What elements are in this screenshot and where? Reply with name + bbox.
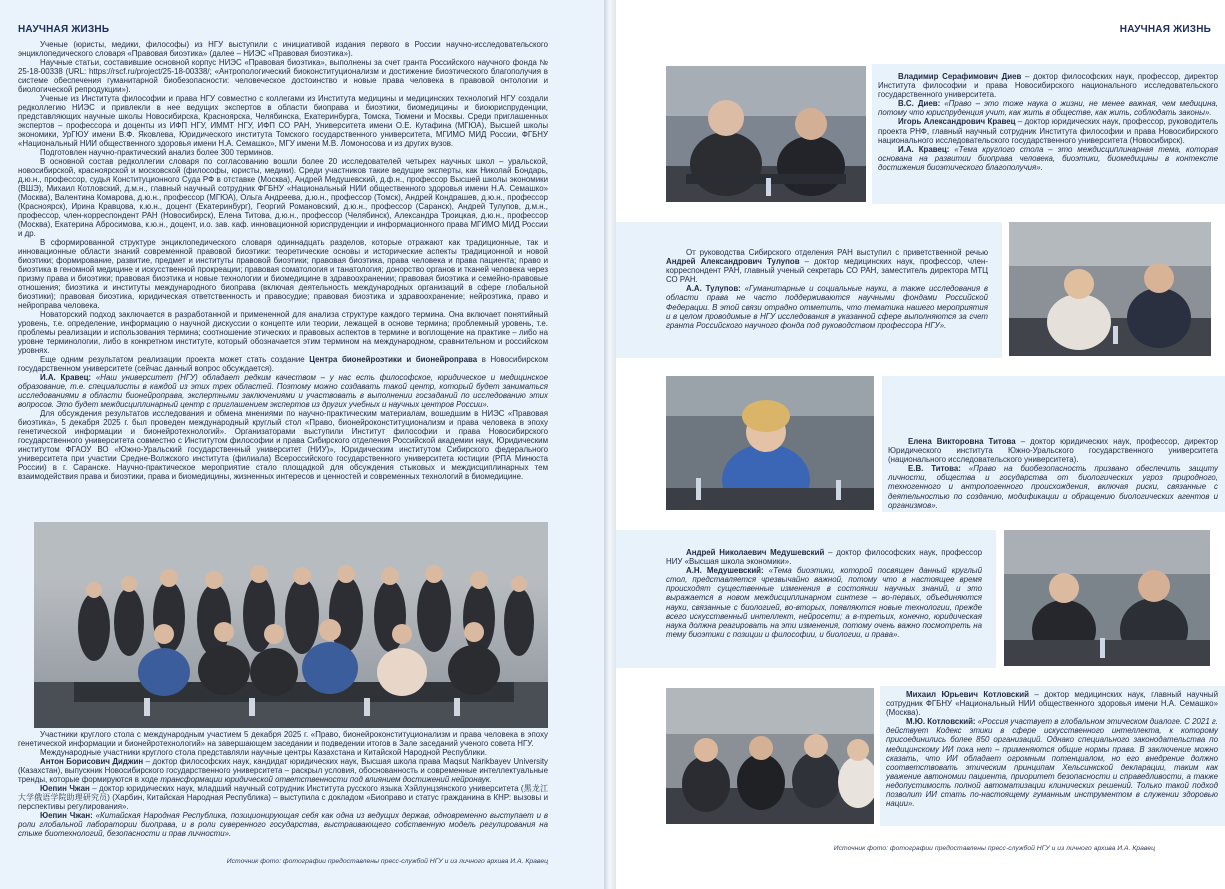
medushevsky-paragraph: Андрей Николаевич Медушевский – доктор философских наук, профессор НИУ «Высшая школа экономики». xyxy=(666,548,982,567)
intl-participants: Международные участники круглого стола представляли научные центры Казахстана и Китайской Народной Республики. xyxy=(40,748,487,757)
tulupov-quote: А.А. Тулупов: «Гуманитарные и социальные науки, а также исследования в области права не часто поддерживаются научными фондами Российской Федерации. В этой связи отрадно отметить, что тематика нашего мероприятия и в целом проводимые в НГУ исследования в указанной сфере выполняются за счет гранта Российского научного фонда под руководством профессора НГУ». xyxy=(666,284,989,330)
kravets-paragraph: Игорь Александрович Кравец – доктор юридических наук, профессор, руководитель проекта РНФ, главный научный сотрудник Института философии и права Новосибирского национального исследовательского государственного университета (Новосибирск). xyxy=(878,117,1218,145)
diev-kravets-photo xyxy=(666,66,866,202)
titova-photo-image xyxy=(666,376,874,510)
medushevsky-photo xyxy=(1004,530,1210,666)
titova-quote: Е.В. Титова: «Право на биобезопасность призвано обеспечить защиту личности, общества и государства от биологических угроз природного, техногенного и антропогенного происхождения, включая риски, связанные с деятельностью по созданию, модификации и обращению биологических агентов и организмов». xyxy=(888,464,1218,510)
tulupov-text xyxy=(666,248,988,330)
paragraph: Ученые (юристы, медики, философы) из НГУ выступили с инициативой издания первого в России научно-исследовательского энциклопедического словаря «Правовая биоэтика» (далее – НИЭС «Правовая биоэтика»). xyxy=(18,40,548,58)
diev-kravets-photo-image xyxy=(666,66,866,202)
kotlovsky-paragraph: Михаил Юрьевич Котловский – доктор медицинских наук, главный научный сотрудник ФГБНУ «Национальный НИИ общественного здоровья имени Н.А. Семашко» (Москва). xyxy=(886,690,1218,718)
diev-kravets-text xyxy=(878,72,1218,172)
kotlovsky-text xyxy=(886,690,1218,808)
titova-paragraph: Елена Викторовна Титова – доктор юридических наук, профессор, директор Юридического института Южно-Уральского государственного университета (национального исследовательского университета). xyxy=(888,437,1218,465)
left-lower-text xyxy=(18,730,548,838)
medushevsky-text xyxy=(666,548,982,639)
paragraph-center: Еще одним результатом реализации проекта может стать создание Центра бионейроэтики и бионейроправа в Новосибирском государственном университете (сейчас данный вопрос обсуждается). xyxy=(18,355,549,373)
paragraph: Научные статьи, составившие основной корпус НИЭС «Правовая биоэтика», выполнены за счет гранта Российского научного фонда № 25-18-00338 (URL: https://rscf.ru/project/25-18-00338/; «Антропологический биоконституционализм и достижение биоэтического благополучия в системе обеспечения гуманитарной биобезопасности: человеческое достоинство и новые права человека в правовой онтологии и биологической репродукции»). xyxy=(18,58,548,94)
zhan-quote-paragraph: Юепин Чжан: «Китайская Народная Республика, позиционирующая себя как одна из ведущих держав, одновременно выступает и в роли глобальной лаборатории биоправа, и в роли суверенного государства, выстраивающего собственную модель регулирования на стыке биотехнологий, безопасности и прав личности». xyxy=(18,811,548,838)
paragraph: Подготовлен научно-практический анализ более 300 терминов. xyxy=(40,148,274,157)
titova-photo xyxy=(666,376,874,510)
paragraph: В основной состав редколлегии словаря по согласованию вошли более 20 исследователей четырех научных школ – уральской, новосибирской, красноярской и московской (философы, юристы, медики). Среди участников такие ведущие эксперты, как Николай Бондарь, д.ю.н., профессор, судья Конституционного Суда РФ в отставке (Москва), Андрей Медушевский, д.ф.н., профессор Высшей школы экономики (ВШЭ), Михаил Котловский, д.м.н., главный научный сотрудник ФГБНУ «Национальный НИИ общественного здоровья имени Н.А. Семашко» (Москва), Валентина Комарова, д.ю.н., профессор (МГЮА), Ольга Андреева, д.ю.н., профессор (Томск), Андрей Кондрашев, д.ю.н., профессор (Красноярск), Ирина Кравцова, к.ю.н., доцент (Екатеринбург), Георгий Романовский, д.ю.н., профессор (Саранск), Андрей Тулупов, д.м.н., профессор, член-корреспондент РАН (Новосибирск), Елена Титова, д.ю.н., профессор (Челябинск), Александра Троицкая, д.ю.н., профессор (Москва), Екатерина Абросимова, к.ю.н., доцент, и.о. зав. каф. инновационной юриспруденции и информационного права МГИМО МИД России и др. xyxy=(18,157,548,238)
group-photo-image xyxy=(34,522,548,728)
zhan-paragraph: Юепин Чжан – доктор юридических наук, младший научный сотрудник Института русского языка Хэйлунцзянского университета (黑龙江大学俄语学院助理研究员) (Харбин, Китайская Народная Республика) – выступила с докладом «Биоправо и статус гражданина в КНР: вызовы и перспективы регулирования». xyxy=(18,784,548,811)
paragraph: Ученые из Института философии и права НГУ совместно с коллегами из Института медицины и медицинских технологий НГУ создали редколлегию НИЭС и привлекли в нее ведущих экспертов в области биоправа и биоэтики, биомедицины и биоюриспруденции, представляющих научные школы Новосибирска, Красноярска, Челябинска, Екатеринбурга, Томска, Тюмени и Москвы. Среди приглашенных экспертов – профессора и доценты из ИФП НГУ, ИММТ НГУ, ИФП СО РАН, Университета имени О.Е. Кутафина (МГЮА), Высшей школы экономики, УрГЮУ имени В.Ф. Яковлева, Юридического института Томского государственного университета, МГИМО МИД России, ФГБНУ «Национальный НИИ общественного здоровья имени Н.А. Семашко», МГУ имени М.В. Ломоносова и из других вузов. xyxy=(18,94,548,148)
left-page xyxy=(0,0,604,889)
medushevsky-photo-image xyxy=(1004,530,1210,666)
tulupov-photo-image xyxy=(1009,222,1211,356)
kravets-quote-paragraph: И.А. Кравец: «Наш университет (НГУ) обладает редким качеством – у нас есть философское, юридическое и медицинское образование, т.е. специалисты в каждой из этих трех областей. Поэтому можно создавать такой центр, который будет заниматься исследованиями в области бионейроправа, экспертными заключениями и участвовать в выполнении госзаданий по исследованию этих вопросов. Это будет междисциплинарный центр с приглашением экспертов из других учебных и научных центров России». xyxy=(18,373,548,409)
didzhin-paragraph: Антон Борисович Диджин – доктор философских наук, кандидат юридических наук, Высшая школа права Maqsut Narikbayev University (Казахстан), выпускник Новосибирского государственного университета – раскрыл условия, обоснованность и современные интеллектуальные тренды, которые формируются в ходе трансформации юридической ответственности под влиянием достижений нейронаук. xyxy=(18,757,548,784)
medushevsky-quote: А.Н. Медушевский: «Тема биоэтики, которой посвящен данный круглый стол, представляется чрезвычайно важной, потому что в настоящее время происходят существенные изменения в состоянии научных знаний, и это выражается в новом междисциплинарном синтезе – во-первых, объединяются науки, связанные с биологией, во-вторых, появляются новые технологии, прежде всего искусственный интеллект, нейросети; а в-третьих, конечно, юридическая наука должна реагировать на эти изменения, потому очень важно посмотреть на тему биоэтики с позиции и философии, и биологии, и права». xyxy=(666,566,983,639)
diev-quote: В.С. Диев: «Право – это тоже наука о жизни, не менее важная, чем медицина, потому что юриспруденция учит, как жить в обществе, как жить, соблюдать законы». xyxy=(878,99,1218,118)
paragraph: В сформированной структуре энциклопедического словаря одиннадцать разделов, которые отражают как традиционные, так и инновационные области знаний современной правовой биоэтики: теоретические основы и исторические аспекты традиционной и новой биоэтики; формирование, развитие, предмет и институты правовой биоэтики; правовая биоэтика, права человека и права пациента; право и биоэтика в геномной медицине и искусственной прокреации; правовая соматология и танатология; донорство органов и тканей человека через призму права и биоэтики; правовая биоэтика и новые технологии и биомедицине в здравоохранении; правовая биоэтика и семейно-правовые отношения; биоэтика и институты международного биоправа (включая деятельность международных организаций в сфере глобальной биоэтики); правовая биоэтика, юридическая ответственность и правосудие; правовая биоэтика и здравоохранение; нейроэтика, право и нейроправа человека. xyxy=(18,238,548,310)
kotlovsky-photo-image xyxy=(666,688,874,824)
group-photo xyxy=(34,522,548,728)
kotlovsky-photo xyxy=(666,688,874,824)
tulupov-photo xyxy=(1009,222,1211,356)
kotlovsky-quote: М.Ю. Котловский: «Россия участвует в глобальном этическом диалоге. С 2021 г. действует Кодекс этики в сфере искусственного интеллекта, к которому присоединились более 850 организаций. Однако специального законодательства по медицинскому ИИ пока нет – применяются общие нормы права. В заключение можно сказать, что ИИ обладает огромным потенциалом, но его внедрение должно соответствовать этическим принципам Хельсинкской декларации, таким как уважение автономии пациента, приоритет безопасности и справедливости, а также недопустимость полной автоматизации клинических решений. Только такой подход позволит ИИ стать по-настоящему гуманным инструментом в служении здоровью нации». xyxy=(886,717,1218,809)
tulupov-paragraph: От руководства Сибирского отделения РАН выступил с приветственной речью Андрей Александрович Тулупов – доктор медицинских наук, профессор, член-корреспондент РАН, главный ученый секретарь СО РАН, заместитель директора МТЦ СО РАН. xyxy=(666,248,988,285)
page-gutter xyxy=(604,0,616,889)
photo-caption: Участники круглого стола с международным участием 5 декабря 2025 г. «Право, бионейроконституционализм и права человека в эпоху генетической информации и бионейротехнологий» на завершающем заседании и подведении итогов в Зале заседаний ученого совета НГУ. xyxy=(18,730,548,748)
left-body-text xyxy=(18,40,548,481)
running-head-left: НАУЧНАЯ ЖИЗНЬ xyxy=(18,24,110,35)
center-name: Центра бионейроэтики и бионейроправа xyxy=(309,355,478,364)
photo-credit-left: Источник фото: фотографии предоставлены пресс-службой НГУ и из личного архива И.А. Кравец xyxy=(226,858,548,865)
diev-paragraph: Владимир Серафимович Диев – доктор философских наук, профессор, директор Института философии и права Новосибирского национального исследовательского государственного университета. xyxy=(878,72,1218,100)
running-head-right: НАУЧНАЯ ЖИЗНЬ xyxy=(1119,24,1211,35)
paragraph: Для обсуждения результатов исследования и обмена мнениями по научно-практическим материалам, вошедшим в НИЭС «Правовая биоэтика», 5 декабря 2025 г. был проведен международный круглый стол «Право, бионейроконституционализм и права человека в эпоху генетической информации и бионейротехнологий». Организаторами выступили Институт философии и права Новосибирского государственного университета совместно с Институтом философии и права Сибирского отделения Российской академии наук, Юридическим институтом ФГАОУ ВО «Южно-Уральский государственный университет (НИУ)», Юридическим институтом Сибирского федерального университета при участии Средне-Волжского института (филиала) Всероссийского государственного университета юстиции (РПА Минюста России) в г. Саранске. Научно-практическое мероприятие стало площадкой для обсуждения стыковых и междисциплинарных тем взаимодействия права и биоэтики, права и биомедицины, жизненных интересов и ценностей и современных технологий в биомедицине. xyxy=(18,409,548,481)
paragraph: Новаторский подход заключается в разработанной и примененной для анализа структуре каждого термина. Она включает понятийный уровень, т.е. определение, информацию о научной дискуссии о концепте или теории, лежащей в основе термина; проблемный уровень, т.е. проблемы реализации и использования термина; соотношение этических и правовых аспектов в термине и воплощение на практике – либо на уровне терминологии, либо в конкретном институте, который обозначается этим термином на международном, сравнительном и российском уровнях. xyxy=(18,310,548,355)
right-page xyxy=(616,0,1225,889)
kravets-quote: И.А. Кравец: «Тема круглого стола – это междисциплинарная тема, которая основана на развитии биоправа человека, биоэтики, биомедицины в контексте достижения биоэтического благополучия». xyxy=(878,144,1218,172)
photo-credit-right: Источник фото: фотографии предоставлены пресс-службой НГУ и из личного архива И.А. Кравец xyxy=(833,845,1155,852)
titova-text xyxy=(888,437,1218,510)
